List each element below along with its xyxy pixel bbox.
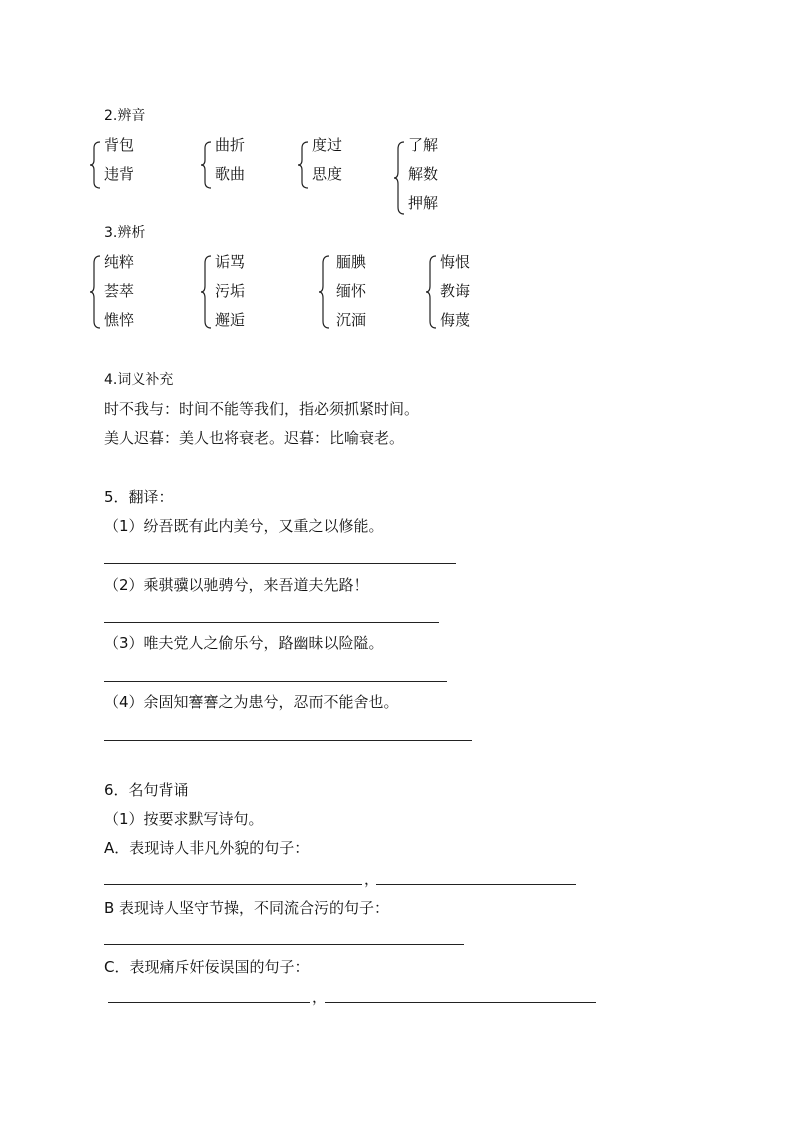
- s3-g1-word2: 荟萃: [104, 282, 135, 300]
- s4-line-1: 时不我与：时间不能等我们，指必须抓紧时间。: [104, 400, 420, 418]
- answer-line-5-2[interactable]: [104, 622, 439, 623]
- s2-g2-word1: 曲折: [215, 136, 246, 154]
- brace-2-2: [200, 140, 214, 190]
- s3-g2-word1: 诟骂: [215, 253, 246, 271]
- answer-line-6a-1[interactable]: [104, 884, 362, 885]
- answer-line-6a-2[interactable]: [376, 884, 576, 885]
- s3-g3-word2: 缅怀: [336, 282, 367, 300]
- answer-line-6c-1[interactable]: [108, 1002, 310, 1003]
- s2-g1-word1: 背包: [104, 136, 135, 154]
- s5-item-2: （2）乘骐骥以驰骋兮，来吾道夫先路！: [104, 576, 369, 594]
- answer-line-5-3[interactable]: [104, 681, 447, 682]
- section-6-heading: 6．名句背诵: [104, 781, 189, 799]
- brace-2-3: [297, 140, 311, 190]
- brace-2-1: [89, 140, 103, 190]
- s3-g1-word3: 憔悴: [104, 311, 135, 329]
- s2-g4-word2: 解数: [408, 165, 439, 183]
- brace-3-1: [89, 254, 103, 330]
- s6-a-comma: ，: [364, 870, 380, 888]
- s3-g1-word1: 纯粹: [104, 253, 135, 271]
- s3-g4-word1: 悔恨: [440, 253, 471, 271]
- s3-g4-word2: 教诲: [440, 282, 471, 300]
- section-4-heading: 4.词义补充: [104, 372, 174, 388]
- answer-line-6b[interactable]: [104, 944, 464, 945]
- s2-g4-word3: 押解: [408, 194, 439, 212]
- answer-line-6c-2[interactable]: [325, 1002, 596, 1003]
- s5-item-3: （3）唯夫党人之偷乐兮，路幽昧以险隘。: [104, 634, 384, 652]
- section-2-heading: 2.辨音: [104, 108, 146, 124]
- s4-line-2: 美人迟暮：美人也将衰老。迟暮：比喻衰老。: [104, 429, 405, 447]
- s2-g2-word2: 歌曲: [215, 165, 246, 183]
- s6-a-prompt: A．表现诗人非凡外貌的句子：: [104, 839, 310, 857]
- s6-c-prompt: C．表现痛斥奸佞误国的句子：: [104, 958, 310, 976]
- brace-3-4: [425, 254, 439, 330]
- brace-3-3: [318, 254, 332, 330]
- s2-g1-word2: 违背: [104, 165, 135, 183]
- s3-g3-word3: 沉湎: [336, 311, 367, 329]
- s2-g4-word1: 了解: [408, 136, 439, 154]
- s3-g3-word1: 腼腆: [336, 253, 367, 271]
- s5-item-4: （4）余固知謇謇之为患兮，忍而不能舍也。: [104, 693, 399, 711]
- answer-line-5-1[interactable]: [104, 563, 456, 564]
- s5-item-1: （1）纷吾既有此内美兮，又重之以修能。: [104, 517, 384, 535]
- s2-g3-word1: 度过: [312, 136, 343, 154]
- section-3-heading: 3.辨析: [104, 225, 146, 241]
- s3-g4-word3: 侮蔑: [440, 311, 471, 329]
- s2-g3-word2: 思度: [312, 165, 343, 183]
- brace-3-2: [200, 254, 214, 330]
- s6-b-prompt: B 表现诗人坚守节操，不同流合污的句子：: [104, 899, 390, 917]
- s3-g2-word3: 邂逅: [215, 311, 246, 329]
- answer-line-5-4[interactable]: [104, 740, 472, 741]
- s3-g2-word2: 污垢: [215, 282, 246, 300]
- section-5-heading: 5．翻译：: [104, 488, 174, 506]
- brace-2-4: [393, 140, 407, 216]
- s6-c-comma: ，: [312, 988, 328, 1006]
- s6-sub: （1）按要求默写诗句。: [104, 810, 264, 828]
